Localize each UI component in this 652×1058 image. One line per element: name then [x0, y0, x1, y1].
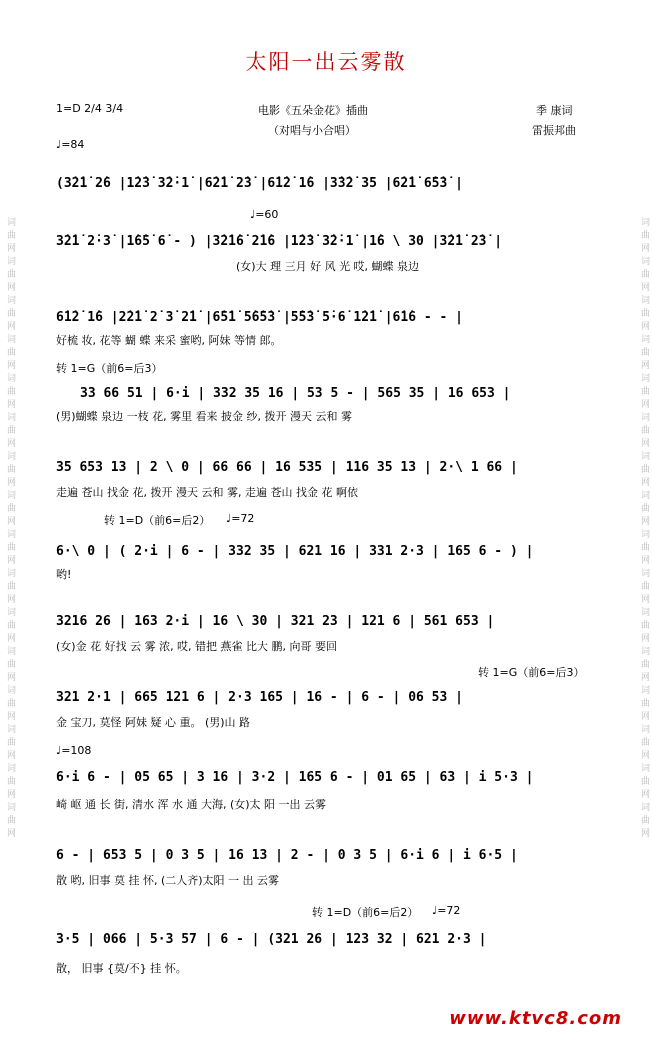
tempo-marking: ♩=60 — [250, 208, 279, 221]
lyric-row: 崎 岖 通 长 街, 清水 浑 水 通 大海, (女)太 阳 一出 云雾 — [56, 798, 327, 811]
lyric-row: (男)蝴蝶 泉边 一枝 花, 雾里 看来 披金 纱, 拨开 漫天 云和 雾 — [56, 410, 353, 423]
lyric-row: 哟! — [56, 568, 72, 581]
performance-note: （对唱与小合唱） — [268, 124, 356, 137]
score-row: 6·i 6 - | 05 65 | 3 16 | 3·2 | 165 6 - | 01 65 | 63 | i 5·3 | — [56, 770, 534, 785]
score-row: 33 66 51 | 6·i | 332 35 16 | 53 5 - | 565 35 | 16 653 | — [80, 386, 511, 401]
key-signature: 1=D 2/4 3/4 — [56, 102, 124, 115]
score-row: (3̇2̇1̇ 2̇6 |1̇2̇3̇ 3̇2̇·1̇ |6̇2̇1̇ 2̇3̇ |6̇1̇2̇ 1̇6 |3̇3̇2̇ 35 |6̇2̇1̇ 6̇5̇3̇ | — [56, 176, 463, 191]
score-row: 6·\ 0 | ( 2·i | 6 - | 332 35 | 621 16 | 331 2·3 | 165 6 - ) | — [56, 544, 534, 559]
song-title: 太阳一出云雾散 — [245, 50, 407, 74]
key-change-marker: 转 1=G（前6=后3） — [478, 666, 585, 679]
key-change-marker: 转 1=G（前6=后3） — [56, 362, 163, 375]
lyric-row: 散 哟, 旧事 莫 挂 怀, (二人齐)太阳 一 出 云雾 — [56, 874, 280, 887]
lyric-row: (女)大 理 三月 好 风 光 哎, 蝴蝶 泉边 — [236, 260, 420, 273]
lyric-row: 好梳 妆, 花等 蝴 蝶 来采 蜜哟, 阿妹 等情 郎。 — [56, 334, 282, 347]
site-watermark: www.ktvc8.com — [449, 1008, 622, 1029]
lyric-row: 金 宝刀, 莫怪 阿妹 疑 心 重。 (男)山 路 — [56, 716, 251, 729]
tempo-marking: ♩=72 — [226, 512, 255, 525]
key-change-marker: 转 1=D（前6=后2） — [312, 906, 419, 919]
score-row: 6̇1̇2̇ 1̇6 |2̇2̇1̇ 2̇ 3̇ 2̇1̇ |6̇5̇1̇ 5̇6̇5̇3̇ |5̇5̇3̇ 5̇·6̇ 1̇2̇1̇ |6̇1̇6 - - | — [56, 310, 463, 325]
score-row: 35 653 13 | 2 \ 0 | 66 66 | 16 535 | 116 35 13 | 2·\ 1 66 | — [56, 460, 518, 475]
source-label: 电影《五朵金花》插曲 — [258, 104, 368, 117]
key-change-marker: 转 1=D（前6=后2） — [104, 514, 211, 527]
lyric-row: (女)金 花 好找 云 雾 浓, 哎, 错把 燕雀 比大 鹏, 向哥 要回 — [56, 640, 338, 653]
tempo-marking: ♩=108 — [56, 744, 92, 757]
watermark-right: 词曲网词曲网词曲网词曲网词曲网词曲网词曲网词曲网词曲网词曲网词曲网词曲网词曲网词曲网词曲网词曲网 — [639, 217, 649, 841]
score-row: 3̇2̇1̇ 2̇·3̇ |1̇6̇5̇ 6̇ - ) |3̇2̇1̇6̇ 2̇1̇6 |1̇2̇3̇ 3̇2̇·1̇ |1̇6 \ 30 |3̇2̇1̇ 2̇3̇ | — [56, 234, 503, 249]
tempo-marking: ♩=84 — [56, 138, 85, 151]
score-row: 6 - | 653 5 | 0 3 5 | 16 13 | 2 - | 0 3 5 | 6·i 6 | i 6·5 | — [56, 848, 518, 863]
lyric-row: 走遍 苍山 找金 花, 拨开 漫天 云和 雾, 走遍 苍山 找金 花 啊依 — [56, 486, 358, 499]
score-row: 3·5 | 066 | 5·3 57 | 6 - | (321 26 | 123 32 | 621 2·3 | — [56, 932, 487, 947]
composer: 雷振邦曲 — [532, 124, 576, 137]
score-row: 321 2·1 | 665 121 6 | 2·3 165 | 16 - | 6 - | 06 53 | — [56, 690, 463, 705]
tempo-marking: ♩=72 — [432, 904, 461, 917]
lyric-row: 散， 旧事 {莫/不} 挂 怀。 — [56, 962, 187, 975]
lyricist: 季 康词 — [536, 104, 573, 117]
score-row: 3216 26 | 163 2·i | 16 \ 30 | 321 23 | 121 6 | 561 653 | — [56, 614, 495, 629]
watermark-left: 词曲网词曲网词曲网词曲网词曲网词曲网词曲网词曲网词曲网词曲网词曲网词曲网词曲网词曲网词曲网词曲网 — [5, 217, 15, 841]
